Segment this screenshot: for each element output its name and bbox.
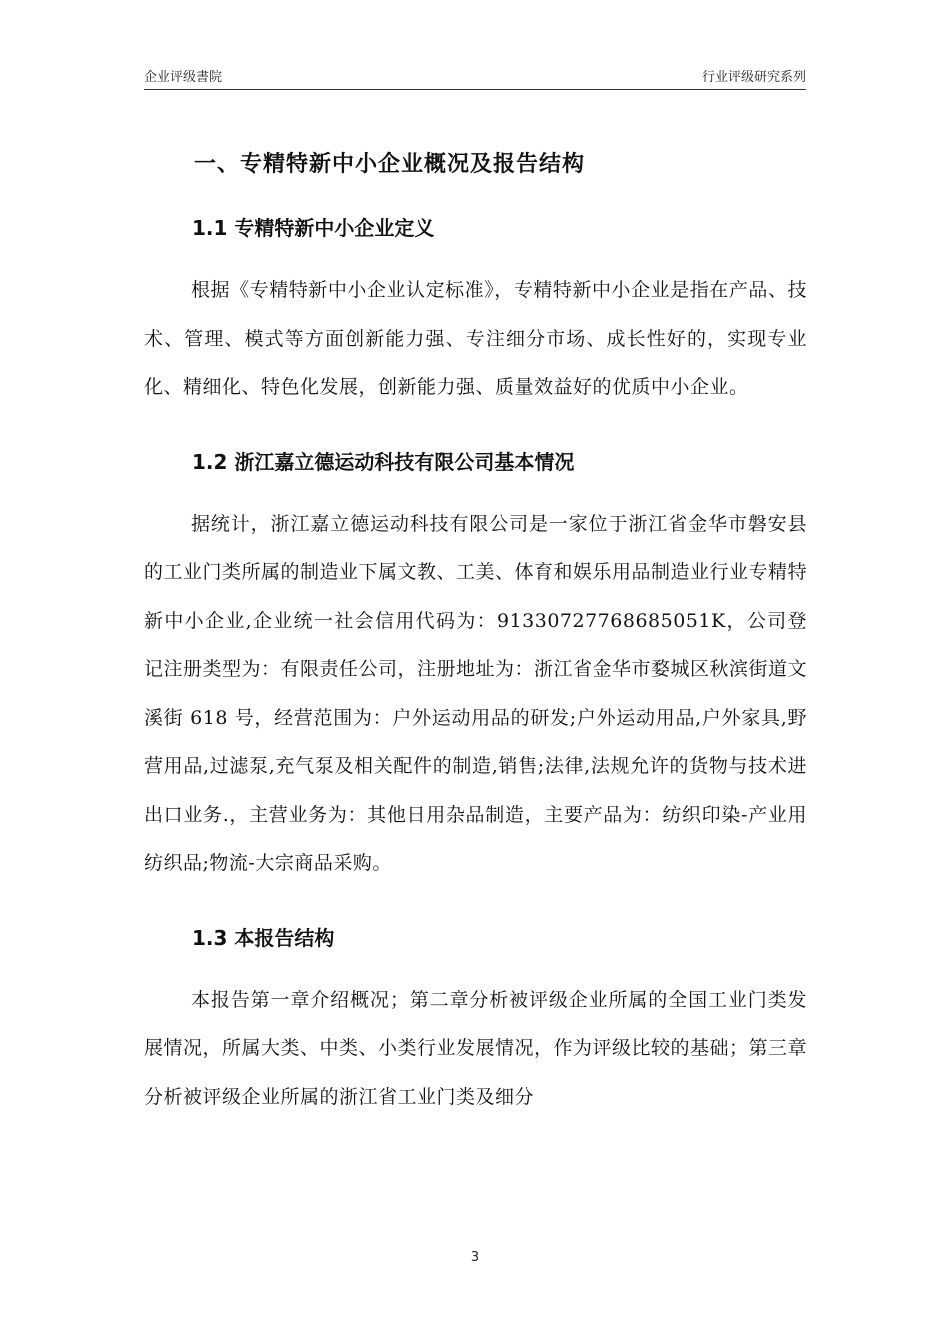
section-paragraph-1-1: 根据《专精特新中小企业认定标准》，专精特新中小企业是指在产品、技术、管理、模式等方面创新能力强、专注细分市场、成长性好的，实现专业化、精细化、特色化发展，创新能力强、质量效益好的优质中小企业。: [144, 279, 807, 398]
chapter-title: 一、专精特新中小企业概况及报告结构: [194, 152, 586, 177]
section-paragraph-1-3: 本报告第一章介绍概况；第二章分析被评级企业所属的全国工业门类发展情况，所属大类、中类、小类行业发展情况，作为评级比较的基础；第三章分析被评级企业所属的浙江省工业门类及细分: [144, 988, 808, 1108]
header-divider: [144, 89, 806, 90]
header-right-text: 行业评级研究系列: [701, 70, 806, 85]
page-body: [144, 140, 807, 1121]
page-number: 3: [470, 1250, 480, 1265]
page-header: [144, 66, 806, 88]
section-heading-1-1: 1.1 专精特新中小企业定义: [192, 216, 435, 240]
header-left-text: 企业评级書院: [144, 70, 223, 85]
section-heading-1-2: 1.2 浙江嘉立德运动科技有限公司基本情况: [192, 449, 575, 474]
section-paragraph-1-2: 据统计，浙江嘉立德运动科技有限公司是一家位于浙江省金华市磐安县的工业门类所属的制造业下属文教、工美、体育和娱乐用品制造业行业专精特新中小企业,企业统一社会信用代码为：91330727768685051K，公司登记注册类型为：有限责任公司，注册地址为：浙江省金华市婺城区秋滨街道文溪街 618 号，经营范围为：户外运动用品的研发;户外运动用品,户外家具,野营用品,过滤泵,充气泵及相关配件的制造,销售;法律,法规允许的货物与技术进出口业务.，主营业务为：其他日用杂品制造，主要产品为：纺织印染-产业用纺织品;物流-大宗商品采购。: [144, 512, 808, 874]
section-heading-1-3: 1.3 本报告结构: [192, 925, 335, 950]
